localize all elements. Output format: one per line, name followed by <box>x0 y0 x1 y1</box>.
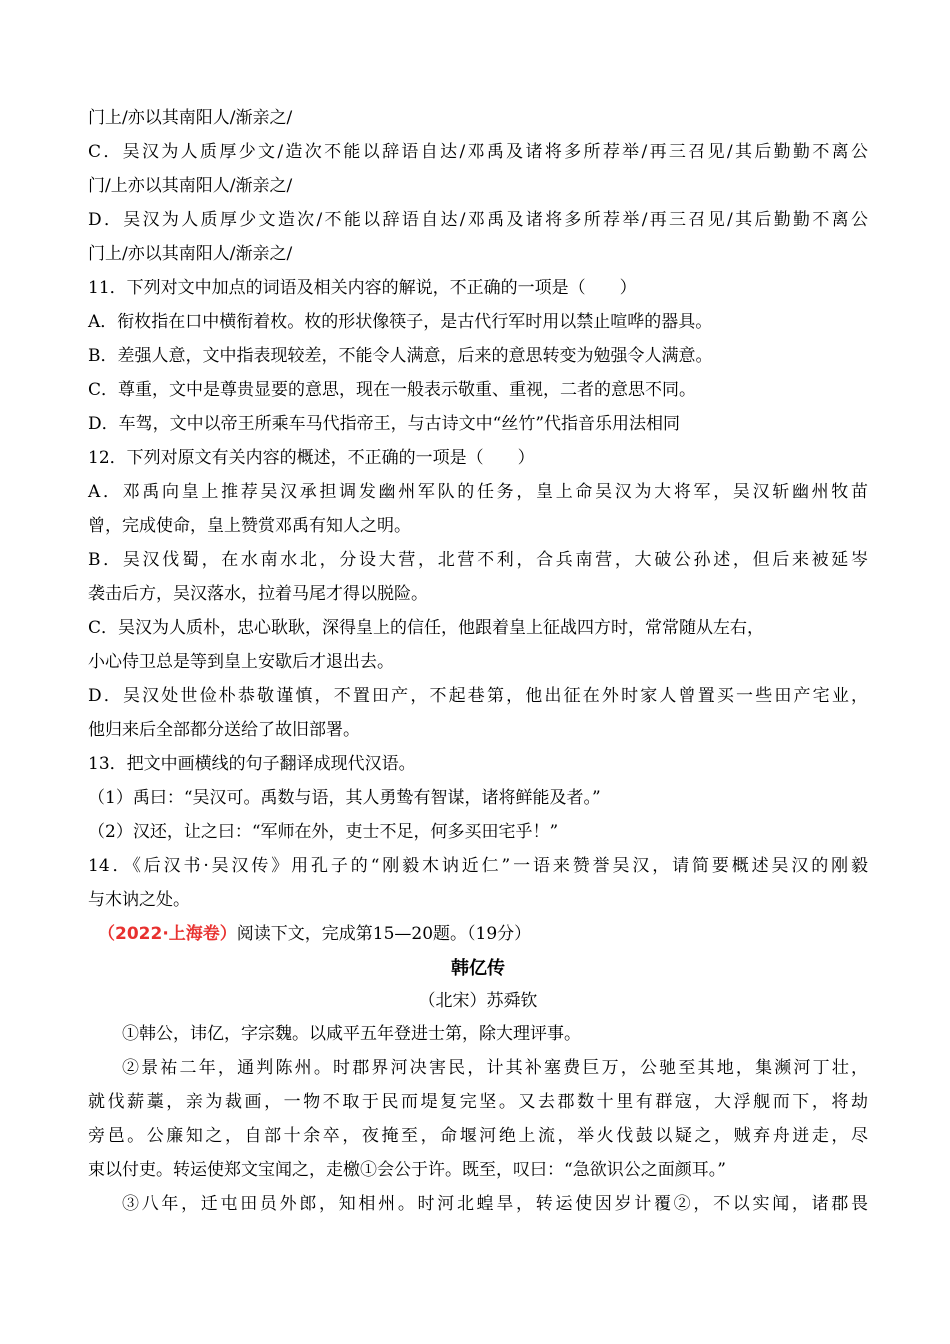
article-paragraph: 旁邑。公廉知之，自部十余卒，夜掩至，命堰河绝上流，举火伐鼓以疑之，贼弃舟迸走，尽 <box>88 1126 868 1146</box>
text-line: 他归来后全部都分送给了故旧部署。 <box>88 720 360 740</box>
q12-option-c: C．吴汉为人质朴，忠心耿耿，深得皇上的信任，他跟着皇上征战四方时，常常随从左右， <box>88 618 765 638</box>
text-line: 门上/亦以其南阳人/渐亲之/ <box>88 108 293 128</box>
document-page <box>88 108 868 1228</box>
q11-option-c: C．尊重，文中是尊贵显要的意思，现在一般表示敬重、重视，二者的意思不同。 <box>88 380 697 400</box>
article-paragraph: 束以付吏。转运使郑文宝闻之，走檄①会公于许。既至，叹曰：“急欲识公之面颜耳。” <box>88 1160 726 1180</box>
section-intro <box>88 924 868 944</box>
q13-item-1: （1）禹曰：“吴汉可。禹数与语，其人勇鸷有智谋，诸将鲜能及者。” <box>88 788 601 808</box>
text-line: 袭击后方，吴汉落水，拉着马尾才得以脱险。 <box>88 584 428 604</box>
article-paragraph: ①韩公，讳亿，字宗魏。以咸平五年登进士第，除大理评事。 <box>122 1024 581 1044</box>
source-tag: （2022·上海卷） <box>98 924 237 944</box>
q11-option-d: D．车驾，文中以帝王所乘车马代指帝王，与古诗文中“丝竹”代指音乐用法相同 <box>88 414 681 434</box>
question-11: 11．下列对文中加点的词语及相关内容的解说，不正确的一项是（ ） <box>88 278 637 298</box>
text-line: 曾，完成使命，皇上赞赏邓禹有知人之明。 <box>88 516 411 536</box>
article-paragraph: ②景祐二年，通判陈州。时郡界河决害民，计其补塞费巨万，公驰至其地，集濒河丁壮， <box>122 1058 868 1078</box>
option-c-line: C．吴汉为人质厚少文/造次不能以辞语自达/邓禹及诸将多所荐举/再三召见/其后勤勤不离公 <box>88 142 868 162</box>
section-instruction: 阅读下文，完成第15—20题。（19分） <box>236 924 532 944</box>
question-14: 14．《后汉书·吴汉传》用孔子的“刚毅木讷近仁”一语来赞誉吴汉，请简要概述吴汉的刚毅 <box>88 856 868 876</box>
q11-option-a: A．衔枚指在口中横衔着枚。枚的形状像筷子，是古代行军时用以禁止喧哗的器具。 <box>88 312 713 332</box>
text-line: 门上/亦以其南阳人/渐亲之/ <box>88 244 293 264</box>
q12-option-d: D．吴汉处世俭朴恭敬谨慎，不置田产，不起巷第，他出征在外时家人曾置买一些田产宅业， <box>88 686 868 706</box>
question-12: 12．下列对原文有关内容的概述，不正确的一项是（ ） <box>88 448 535 468</box>
question-13: 13．把文中画横线的句子翻译成现代汉语。 <box>88 754 416 774</box>
article-title: 韩亿传 <box>451 958 505 979</box>
q11-option-b: B．差强人意，文中指表现较差，不能令人满意，后来的意思转变为勉强令人满意。 <box>88 346 713 366</box>
text-line: 与木讷之处。 <box>88 890 190 910</box>
q12-option-b: B．吴汉伐蜀，在水南水北，分设大营，北营不利，合兵南营，大破公孙述，但后来被延岑 <box>88 550 868 570</box>
article-paragraph: ③八年，迁屯田员外郎，知相州。时河北蝗旱，转运使因岁计覆②，不以实闻，诸郡畏 <box>122 1194 868 1214</box>
article-paragraph: 就伐薪藁，亲为裁画，一物不取于民而堤复完坚。又去郡数十里有群寇，大浮舰而下，将劫 <box>88 1092 868 1112</box>
option-d-line: D．吴汉为人质厚少文造次/不能以辞语自达/邓禹及诸将多所荐举/再三召见/其后勤勤不离公 <box>88 210 868 230</box>
q13-item-2: （2）汉还，让之曰：“军师在外，吏士不足，何多买田宅乎！” <box>88 822 559 842</box>
article-author: （北宋）苏舜钦 <box>418 991 538 1011</box>
text-line: 门/上亦以其南阳人/渐亲之/ <box>88 176 293 196</box>
text-line: 小心侍卫总是等到皇上安歇后才退出去。 <box>88 652 394 672</box>
q12-option-a: A．邓禹向皇上推荐吴汉承担调发幽州军队的任务，皇上命吴汉为大将军，吴汉斩幽州牧苗 <box>88 482 868 502</box>
